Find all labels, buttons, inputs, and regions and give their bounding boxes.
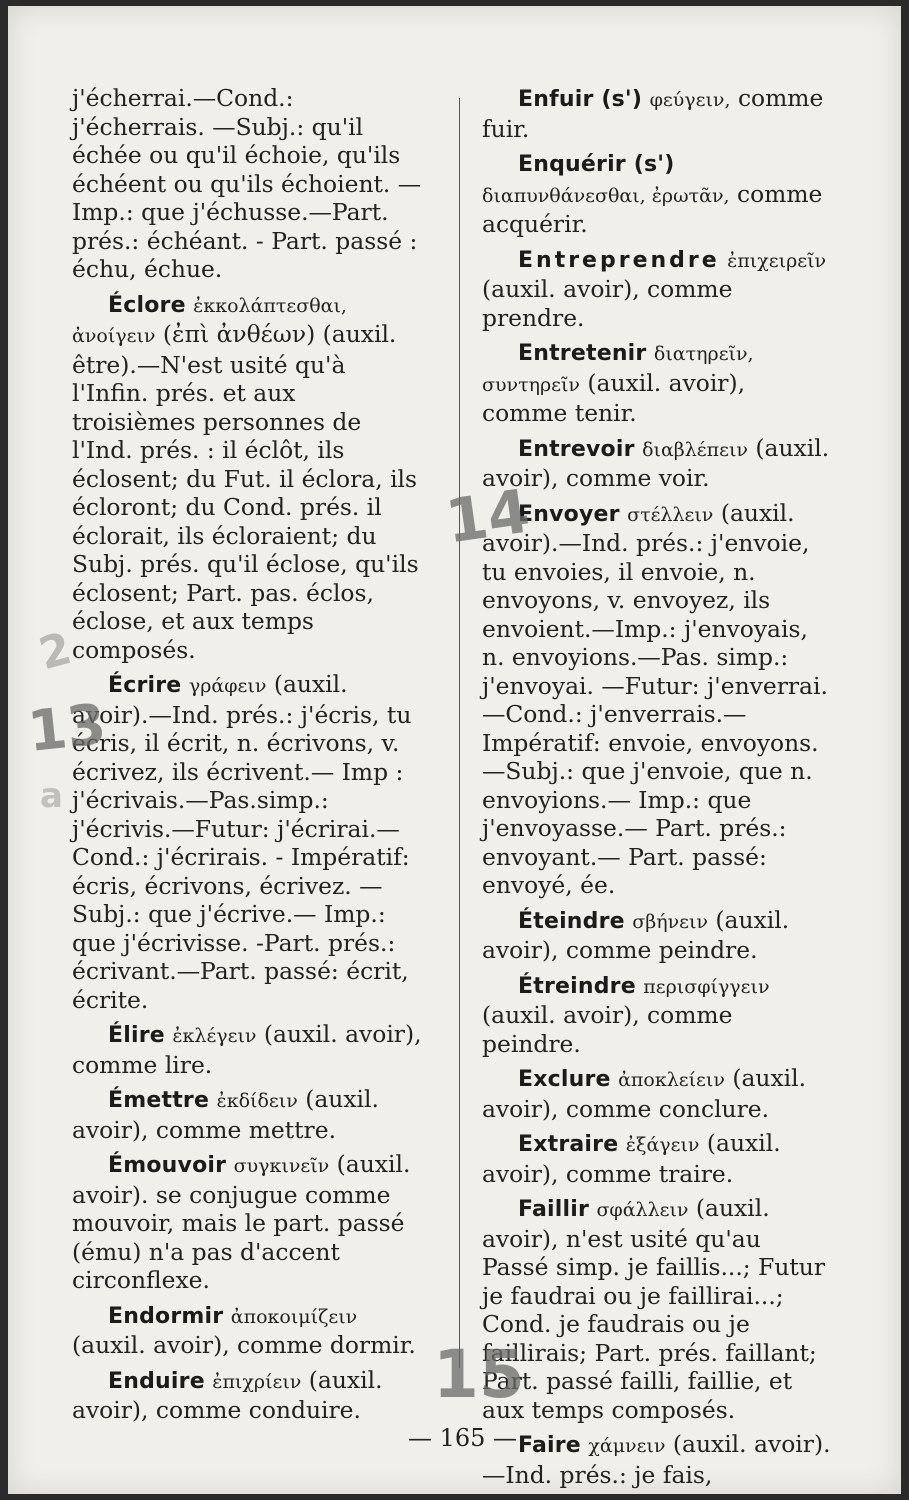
entry (482, 434, 834, 493)
greek-translation: στέλλειν (627, 503, 714, 526)
entry-text: (auxil. avoir), comme traire. (482, 1129, 781, 1188)
entry (482, 1194, 834, 1424)
entry-text: (auxil. avoir), comme peindre. (482, 905, 790, 964)
headword: Faillir (518, 1197, 589, 1222)
entry (482, 84, 834, 143)
pencil-annotation: a (40, 776, 63, 816)
entry-text: (auxil. avoir).—Ind. prés.: j'envoie, tu envoies, il envoie, n. envoyons, v. envoyez, ils envoient.—Imp.: j'envoyais, n. envoyions.—Pas. simp.: j'envoyai. —Futur: j'enverrai.—Cond.: j'enverrais.—Impératif: envoie, envoyons.—Subj.: que j'envoie, que n. envoyions.— Imp.: que j'envoyasse.— Part. prés.: envoyant.— Part. passé: envoyé, ée. (482, 498, 828, 899)
greek-translation: σβήνειν (632, 910, 708, 933)
greek-translation: φεύγειν, (649, 89, 731, 111)
headword: Enduire (108, 1368, 205, 1394)
greek-translation: περισφίγγειν (643, 975, 770, 998)
entry-text: (ἐπὶ ἀνθέων) (auxil. être).—N'est usité qu'à l'Infin. prés. et aux troisièmes personnes de l'Ind. prés. : il éclôt, ils éclosent; du Fut. il éclora, ils écloront; du Cond. prés. il éclorait, ils écloraient; du Subj. prés. qu'il éclose, qu'ils éclosent; Part. pas. éclos, éclose, et aux temps composés. (72, 320, 419, 664)
entry (482, 499, 834, 900)
page-number: — 165 — (407, 1424, 518, 1452)
entry-text: (auxil. avoir), comme peindre. (482, 1001, 733, 1058)
greek-translation: ἀποκοιμίζειν (230, 1305, 358, 1328)
headword: Écrire (108, 673, 182, 698)
greek-translation: ἐπιχειρεῖν (727, 249, 827, 272)
headword: Élire (108, 1023, 165, 1048)
headword: Faire (518, 1433, 581, 1458)
headword: Émouvoir (108, 1153, 227, 1178)
headword: Entretenir (518, 341, 647, 366)
entry-text: (auxil. avoir), comme lire. (72, 1020, 422, 1079)
headword: Enfuir (s') (518, 87, 643, 112)
entry-text: (auxil. avoir).—Ind. prés.: je fais, (482, 1430, 831, 1489)
pencil-annotation: 13 (24, 692, 110, 765)
greek-translation: διαβλέπειν (642, 438, 748, 461)
greek-translation: γράφειν (188, 675, 267, 697)
entry (72, 1150, 424, 1295)
entry-text: (auxil. avoir), comme mettre. (72, 1085, 379, 1144)
greek-translation: συγκινεῖν (233, 1155, 330, 1177)
entry (72, 1301, 424, 1360)
entry-text: comme acquérir. (482, 179, 823, 238)
headword: Entreprendre (518, 247, 720, 273)
entry (482, 338, 834, 428)
entry-text: (auxil. avoir), comme tenir. (482, 368, 746, 427)
headword: Endormir (108, 1303, 224, 1329)
entry-text: (auxil. avoir), comme voir. (482, 433, 830, 492)
entry (482, 1129, 834, 1188)
pencil-annotation: 14 (441, 476, 534, 558)
left-column (72, 84, 424, 1431)
headword: Éclore (108, 292, 186, 318)
headword: Envoyer (518, 501, 620, 527)
entry (72, 1020, 424, 1079)
entry-text: (auxil. avoir), comme prendre. (482, 275, 733, 332)
headword: Émettre (108, 1088, 210, 1113)
entry (72, 1366, 424, 1425)
entry (72, 290, 424, 665)
column-divider (459, 98, 460, 1368)
greek-translation: ἀποκλείειν (618, 1069, 725, 1091)
entry (482, 906, 834, 965)
entry-text: (auxil. avoir), comme conduire. (72, 1365, 383, 1424)
headword: Entrevoir (518, 436, 635, 462)
entry-text: (auxil. avoir), comme conclure. (482, 1064, 807, 1123)
headword: Enquérir (s') (518, 152, 675, 177)
right-column (482, 84, 834, 1495)
entry (72, 670, 424, 1014)
entry-text: (auxil. avoir).—Ind. prés.: j'écris, tu écris, il écrit, n. écrivons, v. écrivez, ils écrivent.— Imp : j'écrivais.—Pas.simp.: j'écrivis.—Futur: j'écrirai.— Cond.: j'écrirais. - Impératif: écris, écrivons, écrivez. —Subj.: que j'écrive.— Imp.: que j'écrivisse. -Part. prés.: écrivant.—Part. passé: écrit, écrite. (72, 670, 412, 1014)
entry-text: comme fuir. (482, 84, 824, 143)
entry (72, 1085, 424, 1144)
entry (482, 971, 834, 1059)
headword: Étreindre (518, 973, 636, 999)
greek-translation: χάμνειν (588, 1435, 666, 1457)
entry-text: (auxil. avoir). se conjugue comme mouvoir, mais le part. passé (ému) n'a pas d'accent circonflexe. (72, 1150, 411, 1294)
greek-translation: ἐκλέγειν (172, 1025, 257, 1047)
pencil-annotation: 15 (433, 1336, 525, 1413)
entry (72, 84, 424, 284)
entry (482, 1064, 834, 1123)
greek-translation: σφάλλειν (596, 1199, 689, 1221)
pencil-annotation: 2 (33, 622, 77, 681)
entry (482, 245, 834, 333)
headword: Exclure (518, 1067, 611, 1092)
greek-translation: ἐπιχρίειν (212, 1370, 302, 1393)
entry (482, 149, 834, 239)
greek-translation: ἐκδίδειν (216, 1090, 298, 1112)
headword: Extraire (518, 1132, 619, 1157)
headword: Éteindre (518, 908, 625, 934)
greek-translation: ἐξάγειν (625, 1134, 700, 1156)
entry-text: (auxil. avoir), n'est usité qu'au Passé simp. je faillis...; Futur je faudrai ou je faillirai...; Cond. je faudrais ou je faillirais; Part. prés. faillant; Part. passé failli, faillie, et aux temps composés. (482, 1194, 826, 1424)
greek-translation: ἐκκολάπτεσθαι, ἀνοίγειν (72, 294, 347, 347)
entry-text: j'écherrai.—Cond.: j'écherrais. —Subj.: qu'il échée ou qu'il échoie, qu'ils échéent ou qu'ils échoient. — Imp.: que j'échusse.—Part. prés.: échéant. - Part. passé : échu, échue. (72, 84, 422, 283)
dictionary-page (8, 6, 901, 1494)
greek-translation: διαπυνθάνεσθαι, ἐρωτᾶν, (482, 184, 730, 207)
entry-text: (auxil. avoir), comme dormir. (72, 1331, 416, 1359)
greek-translation: διατηρεῖν, συντηρεῖν (482, 343, 754, 396)
